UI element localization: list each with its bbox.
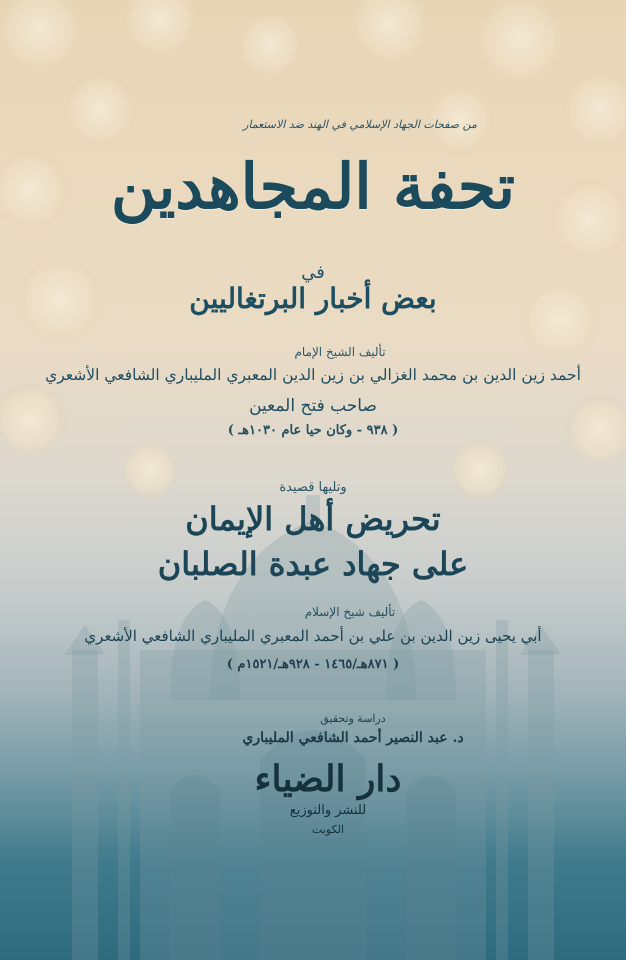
author-title: صاحب فتح المعين xyxy=(249,396,377,416)
poem-author-dates: ( ٨٧١هـ/١٤٦٥ - ٩٢٨هـ/١٥٢١م ) xyxy=(226,657,400,672)
poem-author-role: تأليف شيخ الإسلام xyxy=(304,605,396,619)
editor-role: دراسة وتحقيق xyxy=(320,712,386,725)
publisher-name: دار الضياء xyxy=(254,758,402,800)
poem-title-line2: على جهاد عبدة الصلبان xyxy=(157,545,469,583)
followed-by-label: وتليها قصيدة xyxy=(279,480,347,495)
author-role: تأليف الشيخ الإمام xyxy=(294,345,386,359)
book-subtitle: بعض أخبار البرتغاليين xyxy=(189,282,437,315)
poem-title-line1: تحريض أهل الإيمان xyxy=(185,500,441,538)
poem-author-name: أبي يحيى زين الدين بن علي بن أحمد المعبري المليباري الشافعي الأشعري xyxy=(84,627,542,645)
book-title: تحفة المجاهدين xyxy=(110,150,516,223)
publisher-subtitle: للنشر والتوزيع xyxy=(289,803,367,818)
author-name: أحمد زين الدين بن محمد الغزالي بن زين الدين المعبري المليباري الشافعي الأشعري xyxy=(45,366,581,384)
author-dates: ( ٩٣٨ - وكان حيا عام ١٠٣٠هـ ) xyxy=(227,423,399,438)
title-connector: في xyxy=(301,262,325,283)
publisher-city: الكويت xyxy=(311,823,345,836)
series-label: من صفحات الجهاد الإسلامي في الهند ضد الاستعمار xyxy=(243,118,477,131)
editor-name: د. عبد النصير أحمد الشافعي المليباري xyxy=(242,730,464,746)
